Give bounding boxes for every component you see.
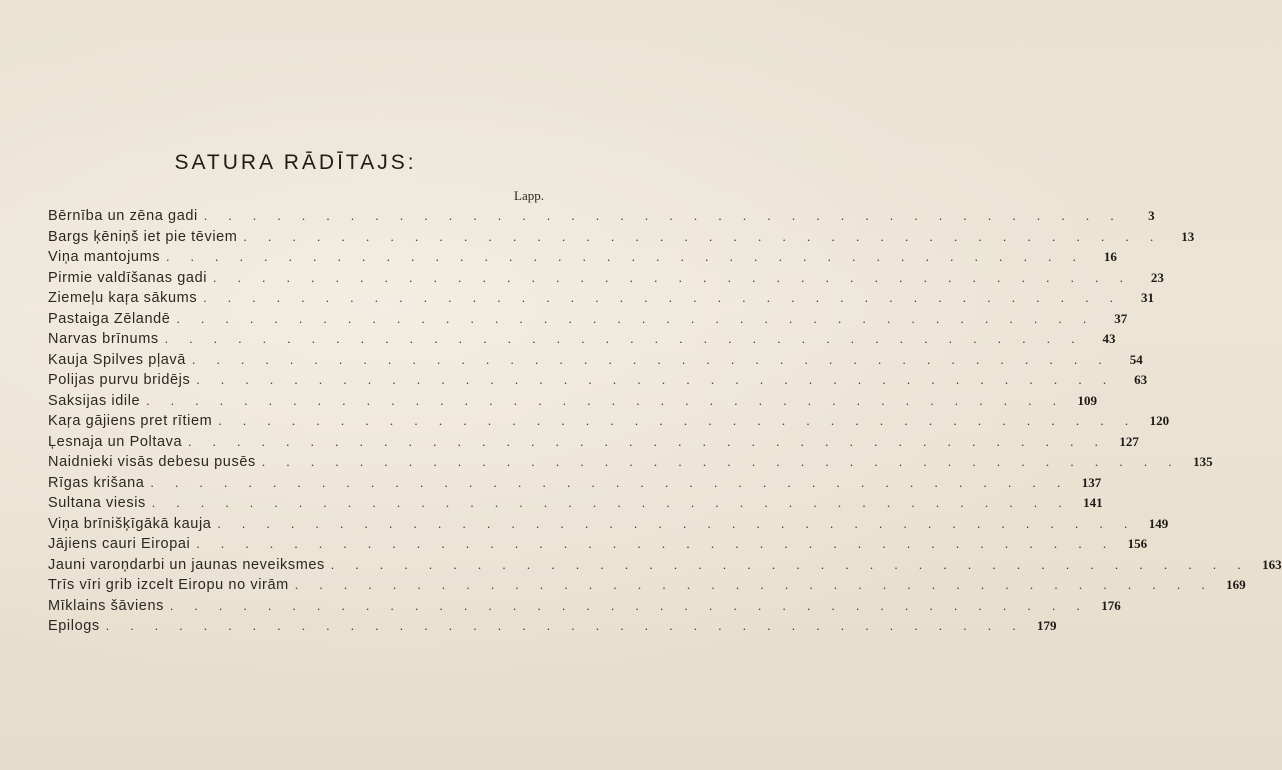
toc-entry-title: Saksijas idile — [48, 392, 141, 409]
toc-entry-title: Naidnieki visās debesu pusēs — [48, 454, 256, 470]
toc-entry — [48, 596, 1121, 617]
toc-entry-title: Ļesnaja un Poltava — [48, 433, 183, 450]
toc-entry-title: Bērnība un zēna gadi — [48, 208, 198, 224]
toc-entry-title: Kauja Spilves pļavā — [48, 351, 186, 368]
toc-dot-leader: . . . . . . . . . . . . . . . . . . . . . . . . . . . . . . . . . . . . . . — [164, 331, 1084, 346]
toc-entry — [48, 227, 1195, 248]
toc-dot-leader: . . . . . . . . . . . . . . . . . . . . . . . . . . . . . . . . . . . . . . — [166, 249, 1085, 264]
toc-entry-page-number: 63 — [1134, 372, 1148, 387]
toc-entry-title: Viņa brīnišķīgākā kauja — [48, 515, 212, 532]
toc-entry — [48, 473, 1102, 494]
toc-entry — [48, 411, 1170, 432]
toc-entry-title: Epilogs — [48, 618, 100, 634]
toc-entry — [48, 616, 1057, 637]
toc-entry-page-number: 13 — [1181, 228, 1195, 244]
toc-entry-page-number: 135 — [1193, 454, 1213, 469]
toc-dot-leader: . . . . . . . . . . . . . . . . . . . . . . . . . . . . . . . . . . . . . . — [191, 351, 1111, 367]
toc-entry-page-number: 120 — [1149, 413, 1170, 428]
toc-entry-page-number: 137 — [1081, 474, 1102, 490]
toc-dot-leader: . . . . . . . . . . . . . . . . . . . . . . . . . . . . . . . . . . . . . . — [203, 208, 1123, 223]
page-column-label: Lapp. — [514, 188, 544, 203]
toc-entry — [48, 370, 1148, 391]
toc-entry-page-number: 141 — [1083, 495, 1103, 510]
toc-dot-leader: . . . . . . . . . . . . . . . . . . . . . . . . . . . . . . . . . . . . . . — [176, 310, 1096, 326]
toc-dot-leader: . . . . . . . . . . . . . . . . . . . . . . . . . . . . . . . . . . . . . . — [213, 269, 1132, 285]
toc-entry — [48, 432, 1139, 453]
toc-entry-page-number: 176 — [1101, 597, 1121, 613]
toc-entry-page-number: 54 — [1129, 351, 1143, 367]
toc-entry-title: Kaŗa gājiens pret rītiem — [48, 413, 213, 429]
toc-dot-leader: . . . . . . . . . . . . . . . . . . . . . . . . . . . . . . . . . . . . . . — [203, 290, 1122, 305]
toc-entry — [48, 247, 1117, 268]
toc-entry — [48, 514, 1169, 535]
toc-entry — [48, 329, 1116, 350]
toc-entry-title: Pirmie valdīšanas gadi — [48, 269, 208, 286]
toc-entry-page-number: 23 — [1150, 269, 1164, 285]
toc-dot-leader: . . . . . . . . . . . . . . . . . . . . . . . . . . . . . . . . . . . . . . — [243, 228, 1163, 244]
toc-entry-page-number: 16 — [1103, 249, 1117, 264]
toc-entry — [48, 288, 1154, 309]
toc-entry-page-number: 127 — [1119, 433, 1139, 449]
toc-entry-title: Sultana viesis — [48, 495, 146, 511]
toc-entry-title: Narvas brīnums — [48, 331, 159, 347]
toc-entry-page-number: 169 — [1226, 577, 1246, 592]
toc-entry — [48, 268, 1164, 289]
toc-entry — [48, 555, 1282, 576]
toc-dot-leader: . . . . . . . . . . . . . . . . . . . . . . . . . . . . . . . . . . . . . . — [105, 618, 1025, 633]
toc-dot-leader: . . . . . . . . . . . . . . . . . . . . . . . . . . . . . . . . . . . . . . — [146, 392, 1065, 408]
toc-entry-page-number: 109 — [1077, 392, 1097, 408]
toc-entry-title: Viņa mantojums — [48, 249, 161, 265]
toc-dot-leader: . . . . . . . . . . . . . . . . . . . . . . . . . . . . . . . . . . . . . . — [196, 372, 1116, 387]
contents-heading: SATURA RĀDĪTAJS: — [174, 151, 417, 174]
toc-dot-leader: . . . . . . . . . . . . . . . . . . . . . . . . . . . . . . . . . . . . . . — [169, 597, 1089, 613]
toc-entry — [48, 350, 1143, 371]
toc-entry-title: Trīs vīri grib izcelt Eiropu no virām — [48, 577, 289, 593]
toc-dot-leader: . . . . . . . . . . . . . . . . . . . . . . . . . . . . . . . . . . . . . . — [217, 515, 1137, 531]
toc-entry — [48, 452, 1213, 473]
toc-dot-leader: . . . . . . . . . . . . . . . . . . . . . . . . . . . . . . . . . . . . . . — [218, 413, 1138, 428]
toc-entry-title: Ziemeļu kaŗa sākums — [48, 290, 198, 306]
toc-entry — [48, 206, 1155, 227]
toc-entry-page-number: 43 — [1102, 331, 1116, 346]
toc-entry-page-number: 156 — [1127, 536, 1148, 551]
toc-entry-title: Jauni varoņdarbi un jaunas neveiksmes — [48, 556, 325, 573]
toc-dot-leader: . . . . . . . . . . . . . . . . . . . . . . . . . . . . . . . . . . . . . . — [196, 536, 1116, 551]
toc-entry-page-number: 149 — [1148, 515, 1169, 531]
toc-entry-page-number: 37 — [1114, 310, 1128, 326]
toc-dot-leader: . . . . . . . . . . . . . . . . . . . . . . . . . . . . . . . . . . . . . . — [330, 556, 1250, 572]
toc-dot-leader: . . . . . . . . . . . . . . . . . . . . . . . . . . . . . . . . . . . . . . — [261, 454, 1181, 469]
toc-dot-leader: . . . . . . . . . . . . . . . . . . . . . . . . . . . . . . . . . . . . . . — [294, 577, 1214, 592]
toc-entry-title: Bargs ķēniņš iet pie tēviem — [48, 228, 238, 245]
toc-entry — [48, 534, 1148, 555]
toc-entry-page-number: 163 — [1262, 556, 1282, 572]
toc-dot-leader: . . . . . . . . . . . . . . . . . . . . . . . . . . . . . . . . . . . . . . — [151, 495, 1071, 510]
toc-entry-page-number: 31 — [1140, 290, 1154, 305]
toc-entry-title: Rīgas krišana — [48, 474, 145, 491]
toc-entry-title: Jājiens cauri Eiropai — [48, 536, 191, 552]
table-of-contents — [48, 206, 1282, 637]
toc-entry-title: Pastaiga Zēlandē — [48, 310, 171, 327]
toc-dot-leader: . . . . . . . . . . . . . . . . . . . . . . . . . . . . . . . . . . . . . . — [150, 474, 1070, 490]
toc-entry-page-number: 179 — [1037, 618, 1057, 633]
toc-entry-title: Mīklains šāviens — [48, 597, 164, 614]
toc-dot-leader: . . . . . . . . . . . . . . . . . . . . . . . . . . . . . . . . . . . . . . — [188, 433, 1107, 449]
toc-entry — [48, 493, 1103, 514]
toc-entry-title: Polijas purvu bridējs — [48, 372, 191, 388]
toc-entry — [48, 575, 1246, 596]
toc-entry — [48, 391, 1097, 412]
toc-entry-page-number: 3 — [1148, 208, 1155, 223]
toc-entry — [48, 309, 1128, 330]
